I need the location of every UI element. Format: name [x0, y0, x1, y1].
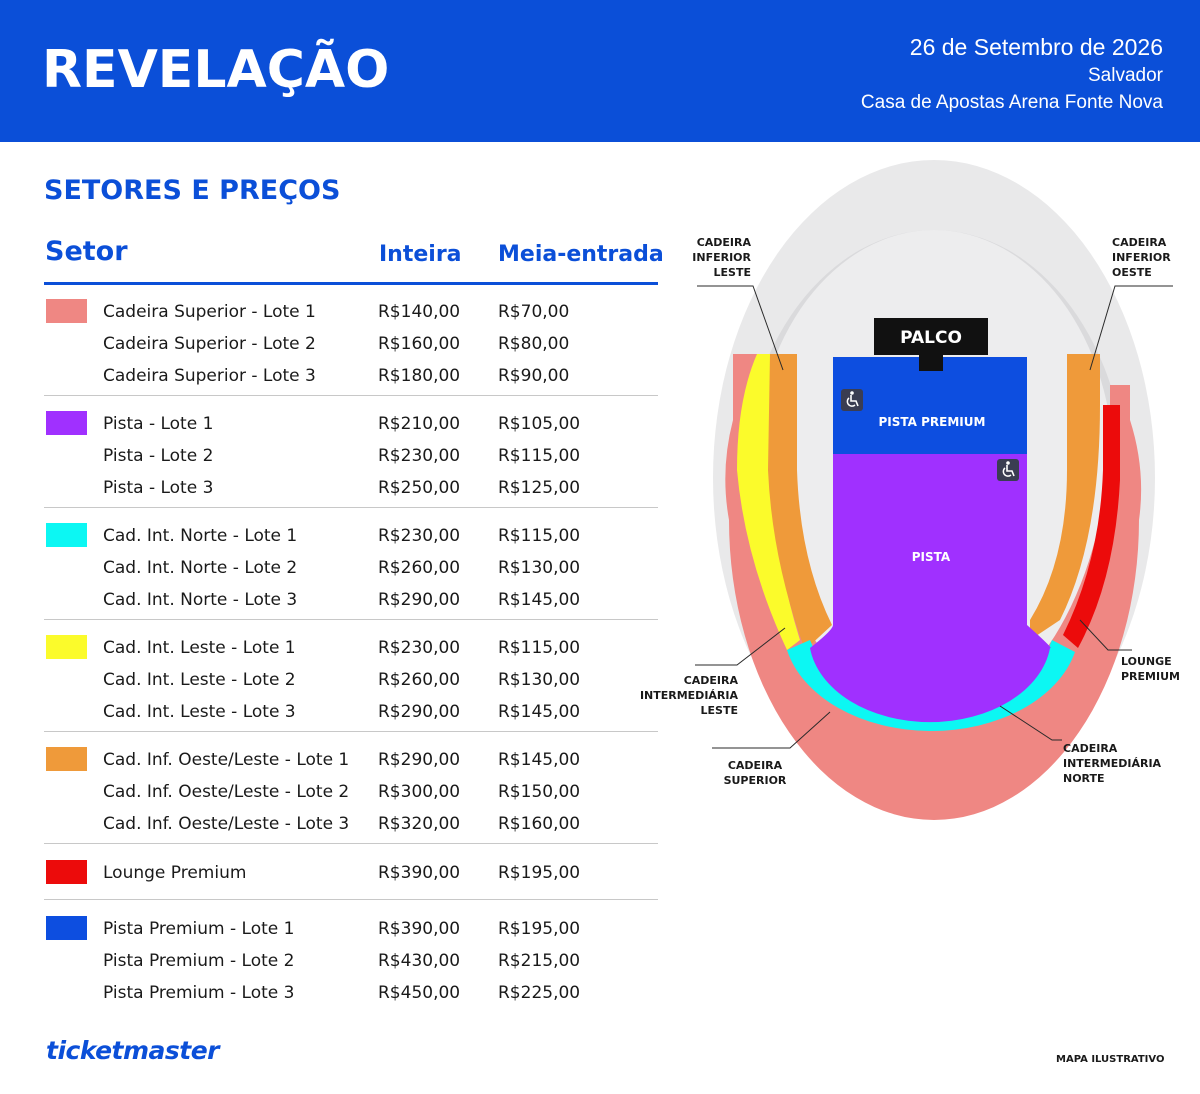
sector-name: Pista - Lote 1 — [103, 414, 214, 434]
sector-color-swatch — [46, 860, 87, 884]
price-inteira: R$250,00 — [378, 478, 461, 498]
price-inteira: R$160,00 — [378, 334, 461, 354]
price-inteira: R$260,00 — [378, 670, 461, 690]
price-inteira: R$230,00 — [378, 526, 461, 546]
header-divider — [44, 282, 658, 285]
price-meia: R$115,00 — [498, 526, 581, 546]
sector-name: Cadeira Superior - Lote 1 — [103, 302, 316, 322]
label-cad-inf-leste-2: INFERIOR — [692, 251, 751, 264]
group-divider — [44, 843, 658, 844]
sector-name: Lounge Premium — [103, 863, 247, 883]
sector-name: Pista Premium - Lote 3 — [103, 983, 295, 1003]
group-divider — [44, 507, 658, 508]
price-meia: R$130,00 — [498, 670, 581, 690]
map-label-pista-premium: PISTA PREMIUM — [878, 415, 986, 429]
label-lounge-premium-1: LOUNGE — [1121, 655, 1172, 668]
ticketmaster-logo[interactable]: ticketmaster — [46, 1036, 220, 1065]
price-meia: R$195,00 — [498, 863, 581, 883]
price-meia: R$125,00 — [498, 478, 581, 498]
price-meia: R$160,00 — [498, 814, 581, 834]
sector-name: Cad. Inf. Oeste/Leste - Lote 2 — [103, 782, 350, 802]
sector-color-swatch — [46, 299, 87, 323]
venue-map — [600, 160, 1200, 840]
price-inteira: R$140,00 — [378, 302, 461, 322]
sector-name: Cad. Int. Leste - Lote 1 — [103, 638, 296, 658]
sector-name: Cadeira Superior - Lote 2 — [103, 334, 316, 354]
price-inteira: R$290,00 — [378, 750, 461, 770]
label-cad-inf-oeste-1: CADEIRA — [1112, 236, 1167, 249]
section-title: SETORES E PREÇOS — [44, 175, 341, 206]
sector-name: Cad. Inf. Oeste/Leste - Lote 3 — [103, 814, 350, 834]
price-inteira: R$230,00 — [378, 446, 461, 466]
stage-label: PALCO — [900, 328, 962, 348]
event-title: REVELAÇÃO — [42, 40, 390, 100]
column-header-meia: Meia-entrada — [498, 242, 664, 267]
price-inteira: R$210,00 — [378, 414, 461, 434]
map-label-pista: PISTA — [911, 550, 951, 564]
price-meia: R$80,00 — [498, 334, 570, 354]
price-inteira: R$290,00 — [378, 590, 461, 610]
price-meia: R$115,00 — [498, 446, 581, 466]
label-cad-int-leste-2: INTERMEDIÁRIA — [639, 689, 738, 702]
label-cad-int-norte-2: INTERMEDIÁRIA — [1063, 757, 1162, 770]
event-info — [861, 32, 1163, 116]
wheelchair-icon — [841, 389, 863, 411]
price-inteira: R$450,00 — [378, 983, 461, 1003]
sector-name: Cad. Int. Leste - Lote 2 — [103, 670, 296, 690]
price-meia: R$105,00 — [498, 414, 581, 434]
label-cad-int-leste-1: CADEIRA — [683, 674, 738, 687]
sector-name: Cad. Int. Leste - Lote 3 — [103, 702, 296, 722]
sector-name: Cad. Inf. Oeste/Leste - Lote 1 — [103, 750, 350, 770]
column-header-setor: Setor — [45, 236, 128, 267]
price-meia: R$145,00 — [498, 702, 581, 722]
sector-name: Pista Premium - Lote 2 — [103, 951, 295, 971]
price-inteira: R$320,00 — [378, 814, 461, 834]
label-cad-int-norte-3: NORTE — [1063, 772, 1105, 785]
sector-name: Pista - Lote 2 — [103, 446, 214, 466]
sector-color-swatch — [46, 411, 87, 435]
price-meia: R$195,00 — [498, 919, 581, 939]
group-divider — [44, 731, 658, 732]
sector-name: Cad. Int. Norte - Lote 2 — [103, 558, 298, 578]
sector-color-swatch — [46, 635, 87, 659]
sector-color-swatch — [46, 916, 87, 940]
price-meia: R$225,00 — [498, 983, 581, 1003]
label-cad-int-leste-3: LESTE — [700, 704, 738, 717]
label-cad-inf-oeste-2: INFERIOR — [1112, 251, 1171, 264]
price-inteira: R$390,00 — [378, 919, 461, 939]
price-inteira: R$260,00 — [378, 558, 461, 578]
label-cad-inf-leste-3: LESTE — [713, 266, 751, 279]
price-inteira: R$230,00 — [378, 638, 461, 658]
group-divider — [44, 619, 658, 620]
map-disclaimer: MAPA ILUSTRATIVO — [1056, 1054, 1165, 1065]
price-meia: R$70,00 — [498, 302, 570, 322]
price-inteira: R$290,00 — [378, 702, 461, 722]
price-meia: R$150,00 — [498, 782, 581, 802]
price-inteira: R$180,00 — [378, 366, 461, 386]
header-banner — [0, 0, 1200, 142]
sector-name: Cadeira Superior - Lote 3 — [103, 366, 316, 386]
label-cad-int-norte-1: CADEIRA — [1063, 742, 1118, 755]
price-meia: R$145,00 — [498, 590, 581, 610]
sector-color-swatch — [46, 523, 87, 547]
event-city: Salvador — [1088, 65, 1163, 86]
price-inteira: R$300,00 — [378, 782, 461, 802]
label-cad-inf-leste-1: CADEIRA — [696, 236, 751, 249]
label-lounge-premium-2: PREMIUM — [1121, 670, 1180, 683]
price-inteira: R$430,00 — [378, 951, 461, 971]
label-cad-superior-1: CADEIRA — [727, 759, 783, 772]
price-meia: R$145,00 — [498, 750, 581, 770]
column-header-inteira: Inteira — [379, 242, 462, 267]
event-venue: Casa de Apostas Arena Fonte Nova — [860, 92, 1163, 113]
price-meia: R$215,00 — [498, 951, 581, 971]
sector-pista — [810, 454, 1051, 722]
sector-name: Cad. Int. Norte - Lote 1 — [103, 526, 298, 546]
price-meia: R$130,00 — [498, 558, 581, 578]
sector-name: Cad. Int. Norte - Lote 3 — [103, 590, 298, 610]
group-divider — [44, 899, 658, 900]
price-inteira: R$390,00 — [378, 863, 461, 883]
wheelchair-icon — [997, 459, 1019, 481]
label-cad-superior-2: SUPERIOR — [723, 774, 787, 787]
price-meia: R$115,00 — [498, 638, 581, 658]
price-meia: R$90,00 — [498, 366, 570, 386]
label-cad-inf-oeste-3: OESTE — [1112, 266, 1152, 279]
stage-runway — [919, 354, 943, 371]
sector-color-swatch — [46, 747, 87, 771]
group-divider — [44, 395, 658, 396]
sector-name: Pista Premium - Lote 1 — [103, 919, 295, 939]
sector-name: Pista - Lote 3 — [103, 478, 214, 498]
event-date: 26 de Setembro de 2026 — [909, 34, 1163, 60]
